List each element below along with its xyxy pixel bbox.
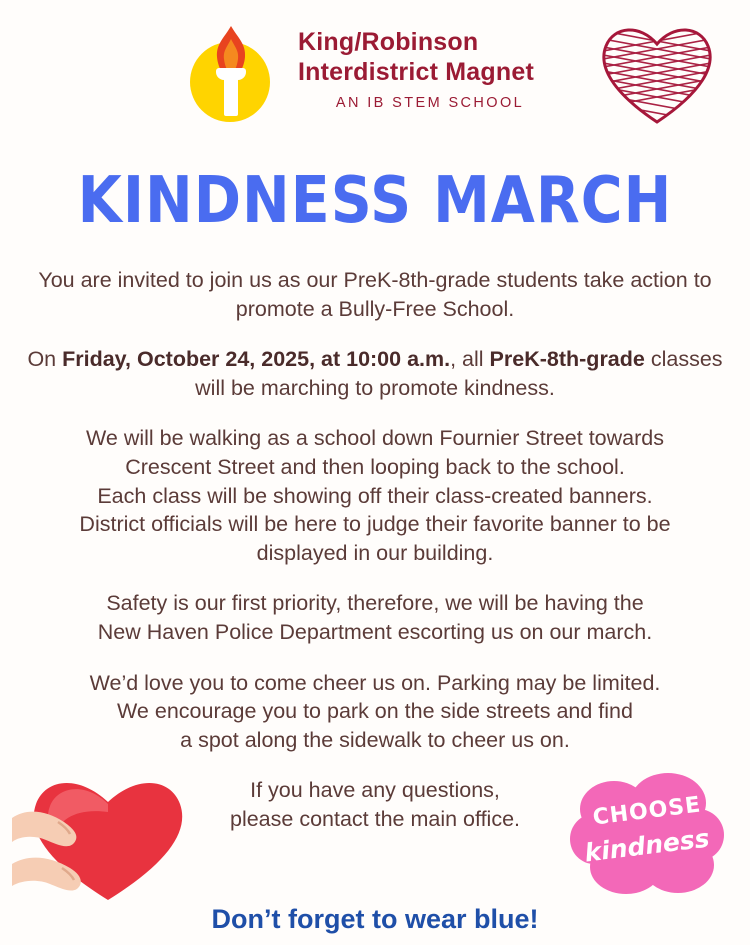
invitation-text: You are invited to join us as our PreK-8th-grade students take action to promote a Bully-Free School. bbox=[38, 268, 712, 321]
choose-kindness-badge bbox=[568, 769, 726, 897]
grade-range: PreK-8th-grade bbox=[489, 347, 645, 372]
datetime-prefix: On bbox=[27, 347, 63, 372]
school-name-line1: King/Robinson bbox=[298, 28, 479, 56]
page-title: KINDNESS MARCH bbox=[77, 164, 673, 238]
route-line-5: displayed in our building. bbox=[256, 540, 494, 565]
parking-line-2: We encourage you to park on the side streets and find bbox=[117, 699, 633, 724]
choose-kindness-text bbox=[568, 769, 726, 897]
route-line-2: Crescent Street and then looping back to the school. bbox=[125, 454, 625, 479]
school-name-line2: Interdistrict Magnet bbox=[298, 57, 534, 86]
paragraph-route bbox=[24, 424, 726, 567]
paragraph-parking bbox=[24, 669, 726, 755]
parking-line-3: a spot along the sidewalk to cheer us on. bbox=[180, 727, 570, 752]
datetime-suffix: classes will be marching to promote kindness. bbox=[195, 347, 723, 400]
safety-line-2: New Haven Police Department escorting us on our march. bbox=[97, 619, 653, 644]
school-tagline: AN IB STEM SCHOOL bbox=[335, 95, 525, 111]
hands-hugging-heart-icon bbox=[12, 760, 192, 905]
torch-icon bbox=[186, 20, 288, 122]
datetime-middle: , all bbox=[450, 347, 490, 372]
flyer-body bbox=[0, 266, 750, 834]
route-line-4: District officials will be here to judge their favorite banner to be bbox=[79, 512, 671, 537]
choose-word: CHOOSE bbox=[591, 792, 703, 831]
school-name-block bbox=[298, 28, 568, 111]
kindness-word: kindness bbox=[582, 823, 712, 868]
safety-line-1: Safety is our first priority, therefore, we will be having the bbox=[106, 591, 644, 616]
paragraph-invitation bbox=[24, 266, 726, 323]
event-datetime: Friday, October 24, 2025, at 10:00 a.m. bbox=[62, 347, 451, 372]
parking-line-1: We’d love you to come cheer us on. Parking may be limited. bbox=[89, 670, 661, 695]
route-line-3: Each class will be showing off their class-created banners. bbox=[97, 483, 653, 508]
contact-line-2: please contact the main office. bbox=[229, 806, 521, 831]
paragraph-safety bbox=[24, 589, 726, 646]
route-line-1: We will be walking as a school down Fournier Street towards bbox=[86, 426, 664, 451]
scribble-heart-icon bbox=[596, 22, 718, 126]
closing-message: Don’t forget to wear blue! bbox=[211, 904, 539, 934]
torch-handle bbox=[224, 72, 238, 116]
paragraph-datetime bbox=[24, 345, 726, 402]
contact-line-1: If you have any questions, bbox=[250, 778, 500, 803]
flyer-header bbox=[0, 0, 750, 150]
